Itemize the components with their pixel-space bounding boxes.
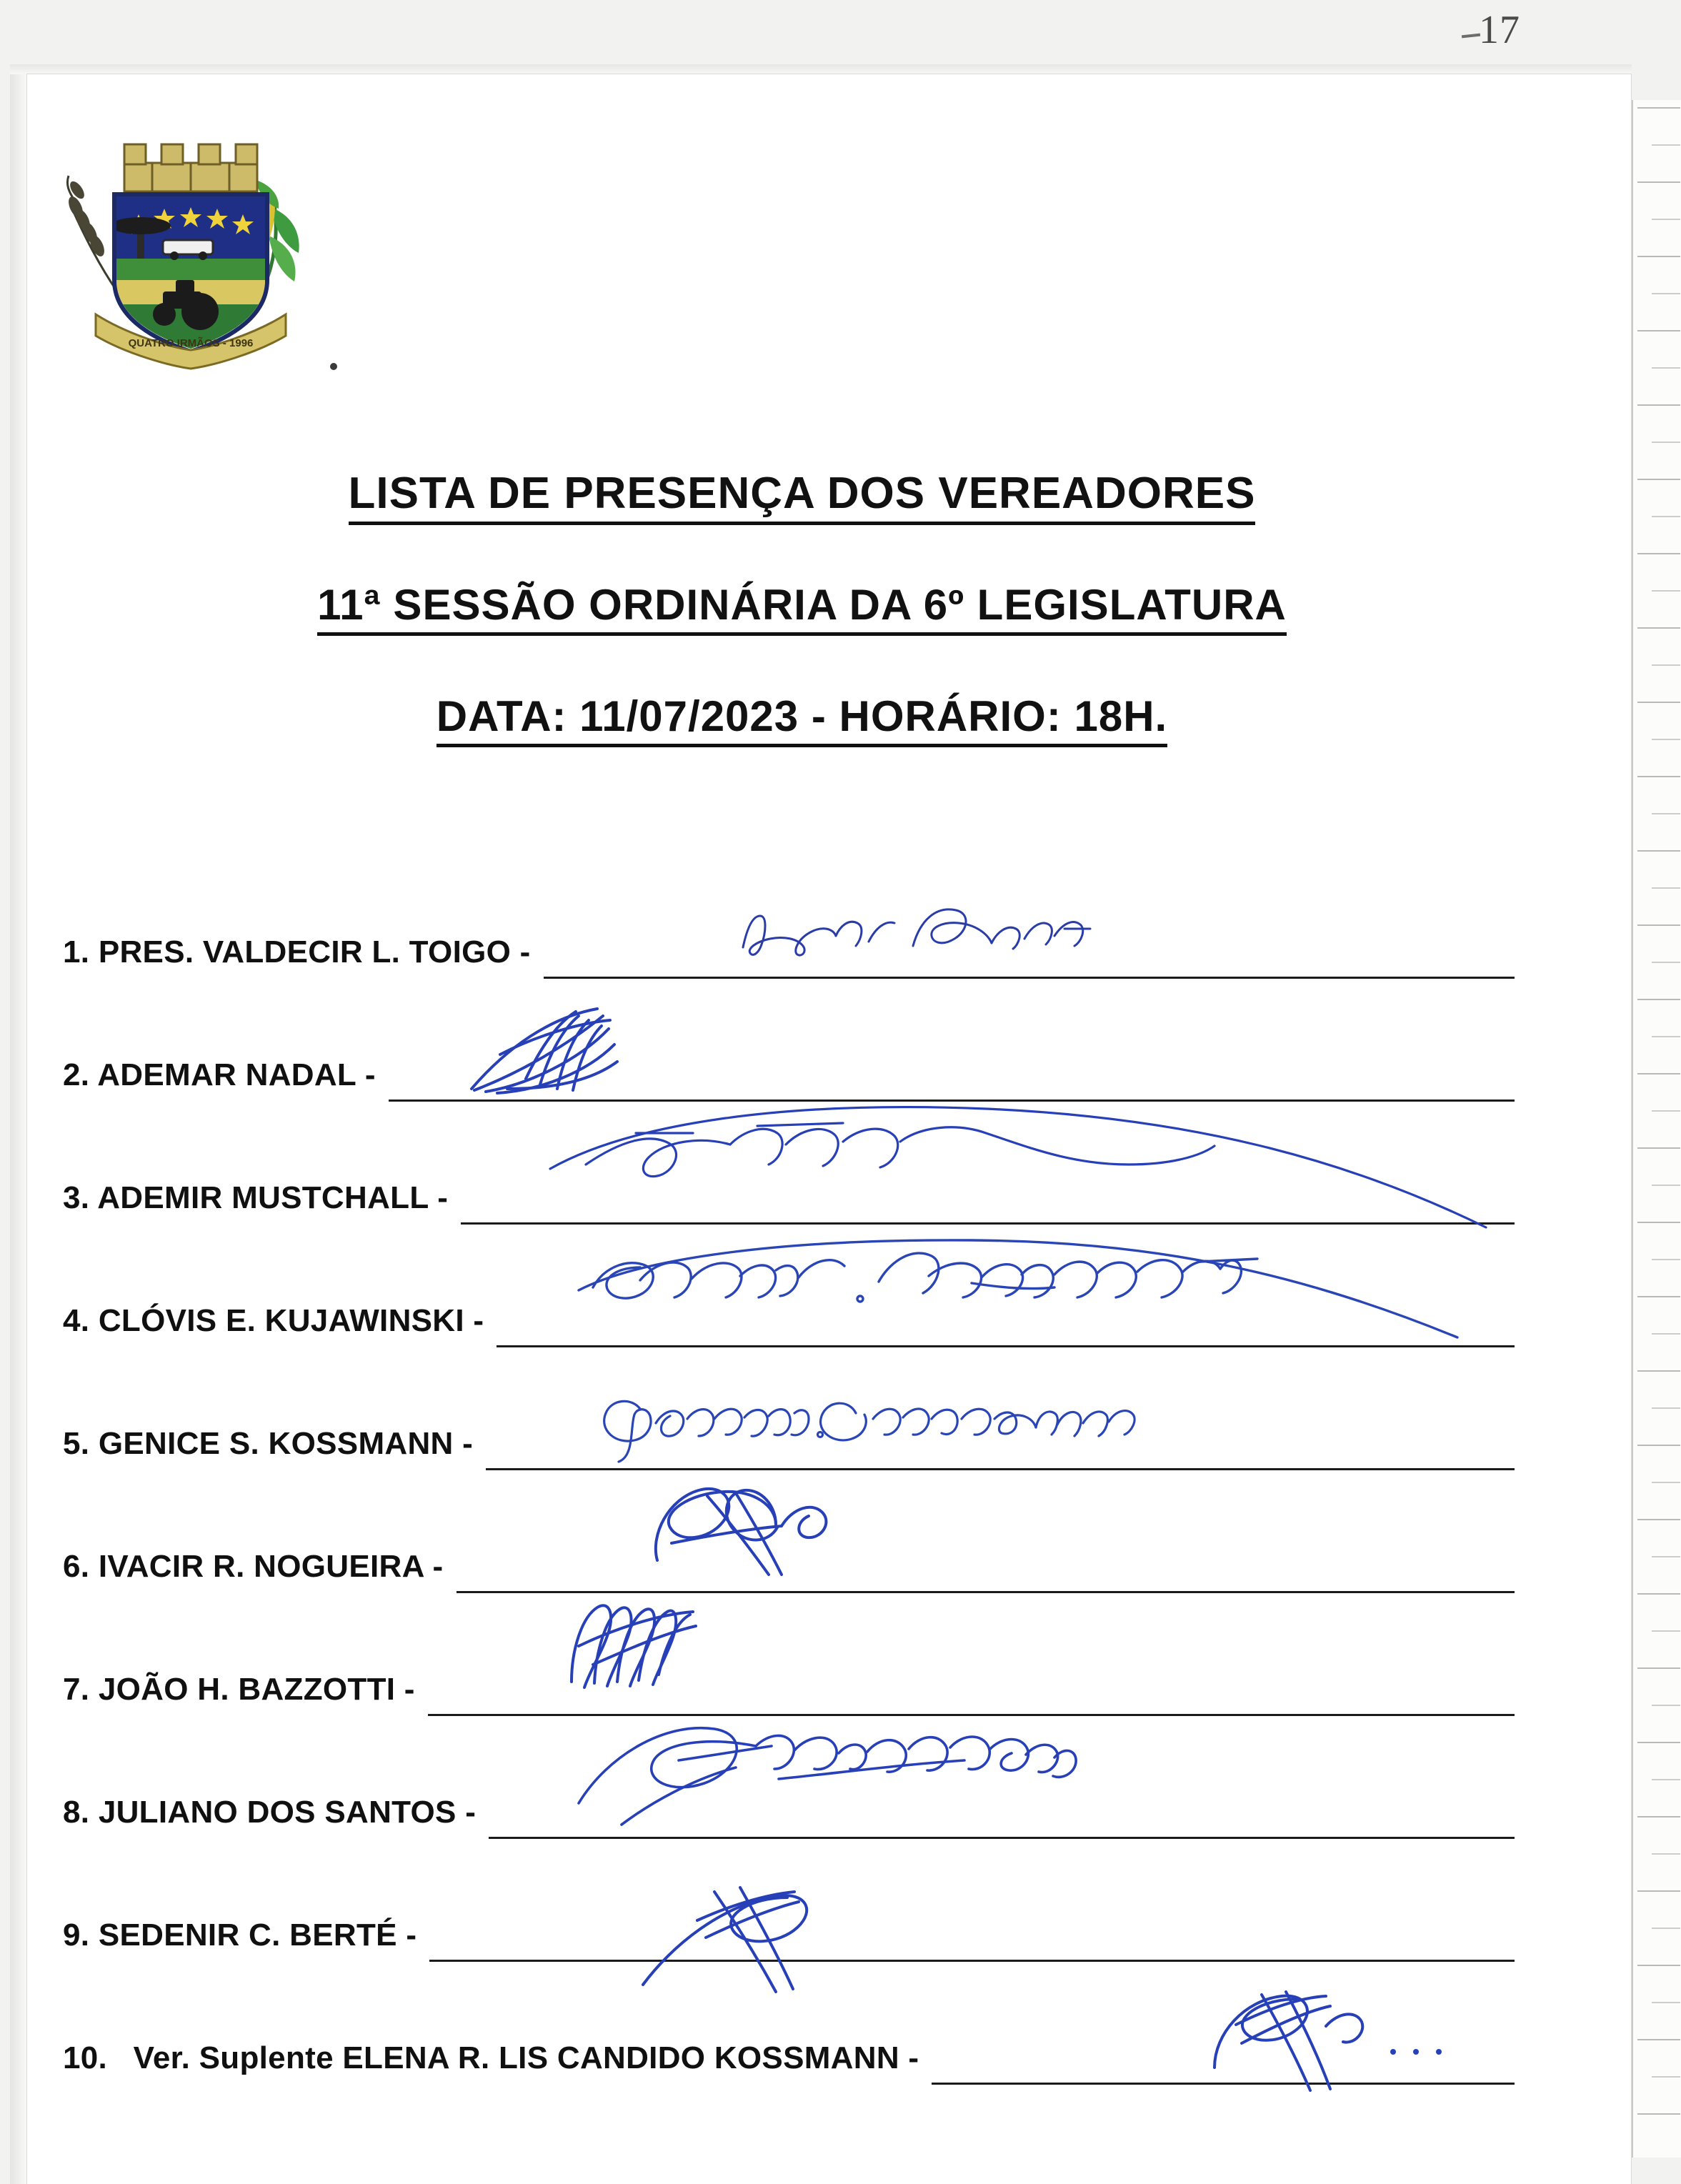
signature-6 (629, 1475, 929, 1596)
session-subtitle (0, 580, 1604, 636)
roster-number-3: 3. (63, 1180, 90, 1215)
signature-10 (1193, 1983, 1493, 2119)
signature-1 (729, 892, 1114, 970)
page-title-text: LISTA DE PRESENÇA DOS VEREADORES (349, 468, 1256, 525)
roster-number-7: 7. (63, 1672, 90, 1707)
session-datetime-text: DATA: 11/07/2023 - HORÁRIO: 18H. (437, 692, 1167, 747)
roster-name-10 (63, 2040, 919, 2076)
svg-text:QUATRO IRMÃOS - 1996: QUATRO IRMÃOS - 1996 (128, 337, 254, 349)
ink-dot-mark (330, 363, 337, 370)
attendance-list (0, 872, 1604, 2100)
signature-line-10[interactable] (932, 2083, 1515, 2085)
list-item (0, 1117, 1604, 1240)
roster-label-10: Ver. Suplente ELENA R. LIS CANDIDO KOSSMANN - (133, 2040, 919, 2075)
roster-number-8: 8. (63, 1795, 90, 1830)
brasao-quatro-irmaos-icon (56, 100, 320, 393)
session-subtitle-text: 11ª SESSÃO ORDINÁRIA DA 6º LEGISLATURA (317, 580, 1287, 636)
signature-7 (550, 1596, 822, 1717)
roster-label-8: JULIANO DOS SANTOS - (98, 1795, 477, 1830)
signature-4 (572, 1237, 1500, 1352)
roster-label-7: JOÃO H. BAZZOTTI - (98, 1672, 415, 1707)
roster-label-1: PRES. VALDECIR L. TOIGO - (98, 934, 531, 969)
roster-label-5: GENICE S. KOSSMANN - (98, 1426, 474, 1461)
list-item (0, 1732, 1604, 1855)
signature-line-7[interactable] (428, 1714, 1515, 1716)
roster-number-1: 1. (63, 934, 90, 969)
signature-line-1[interactable] (544, 977, 1515, 979)
roster-number-2: 2. (63, 1057, 90, 1092)
signature-3 (543, 1105, 1515, 1233)
signature-2 (457, 1004, 757, 1112)
roster-label-3: ADEMIR MUSTCHALL - (97, 1180, 449, 1215)
list-item (0, 1486, 1604, 1609)
signature-line-8[interactable] (489, 1837, 1515, 1839)
signature-5 (590, 1382, 1219, 1467)
page-title (0, 468, 1604, 525)
roster-name-3 (63, 1180, 448, 1216)
roster-name-4 (63, 1303, 484, 1339)
signature-line-9[interactable] (429, 1960, 1515, 1962)
roster-name-1 (63, 934, 531, 970)
roster-label-2: ADEMAR NADAL - (97, 1057, 376, 1092)
roster-label-6: IVACIR R. NOGUEIRA - (98, 1549, 444, 1584)
roster-name-7 (63, 1672, 415, 1707)
roster-label-9: SEDENIR C. BERTÉ - (98, 1918, 417, 1953)
list-item (0, 872, 1604, 994)
roster-name-8 (63, 1795, 476, 1830)
list-item (0, 1240, 1604, 1363)
list-item (0, 1978, 1604, 2100)
signature-line-2[interactable] (389, 1100, 1515, 1102)
roster-number-5: 5. (63, 1426, 90, 1461)
signature-line-3[interactable] (461, 1222, 1515, 1225)
roster-number-4: 4. (63, 1303, 90, 1338)
roster-name-6 (63, 1549, 444, 1585)
roster-number-9: 9. (63, 1918, 90, 1953)
page-number: 17 (1479, 8, 1520, 52)
roster-name-9 (63, 1918, 416, 1953)
list-item (0, 1609, 1604, 1732)
session-datetime (0, 692, 1604, 747)
signature-8 (564, 1717, 1179, 1853)
roster-name-5 (63, 1426, 473, 1462)
roster-name-2 (63, 1057, 376, 1093)
signature-line-4[interactable] (497, 1345, 1515, 1347)
roster-number-10: 10. (63, 2040, 108, 2075)
signature-line-6[interactable] (457, 1591, 1515, 1593)
roster-label-4: CLÓVIS E. KUJAWINSKI - (98, 1303, 484, 1338)
list-item (0, 1855, 1604, 1978)
signature-line-5[interactable] (486, 1468, 1515, 1470)
roster-number-6: 6. (63, 1549, 90, 1584)
list-item (0, 1363, 1604, 1486)
scanner-ruler-strip (1632, 100, 1681, 2158)
list-item (0, 994, 1604, 1117)
